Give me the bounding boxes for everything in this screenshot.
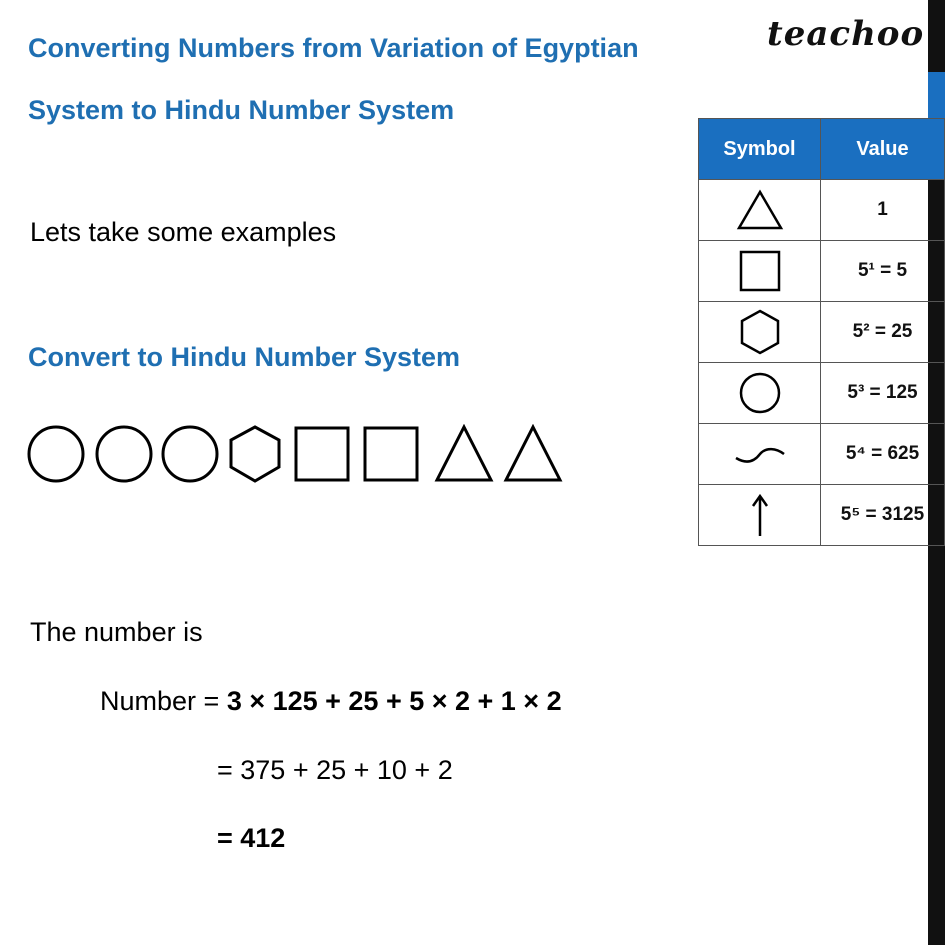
hexagon-icon xyxy=(738,308,782,356)
square-icon xyxy=(296,428,348,480)
value-cell: 5⁵ = 3125 xyxy=(821,485,945,546)
circle-icon xyxy=(737,370,783,416)
equation-line-1 xyxy=(100,686,562,717)
value-cell: 1 xyxy=(821,180,945,241)
symbol-cell xyxy=(699,363,821,424)
symbol-cell xyxy=(699,241,821,302)
value-cell: 5³ = 125 xyxy=(821,363,945,424)
intro-text: Lets take some examples xyxy=(30,217,337,247)
triangle-icon xyxy=(736,189,784,231)
teachoo-logo: teachoo xyxy=(767,14,925,54)
circle-icon xyxy=(97,427,151,481)
circle-icon xyxy=(163,427,217,481)
header-symbol: Symbol xyxy=(699,119,821,180)
equation-label: Number = xyxy=(100,686,227,716)
table-row xyxy=(699,485,945,546)
square-icon xyxy=(738,249,782,293)
title-line-2: System to Hindu Number System xyxy=(28,95,455,125)
triangle-icon xyxy=(437,427,491,480)
equation-line-2: = 375 + 25 + 10 + 2 xyxy=(217,755,453,785)
symbol-cell xyxy=(699,180,821,241)
table-row xyxy=(699,363,945,424)
table-row xyxy=(699,180,945,241)
hexagon-icon xyxy=(231,427,279,481)
circle-icon xyxy=(29,427,83,481)
header-value: Value xyxy=(821,119,945,180)
right-edge-accent xyxy=(928,72,945,122)
symbol-value-table xyxy=(698,118,945,546)
number-is-text: The number is xyxy=(30,617,203,647)
table-header-row xyxy=(699,119,945,180)
value-cell: 5¹ = 5 xyxy=(821,241,945,302)
up-arrow-icon xyxy=(748,492,772,538)
convert-heading: Convert to Hindu Number System xyxy=(28,342,461,372)
value-cell: 5² = 25 xyxy=(821,302,945,363)
title-line-1: Converting Numbers from Variation of Egyptian xyxy=(28,33,639,63)
value-cell: 5⁴ = 625 xyxy=(821,424,945,485)
equation-expression: 3 × 125 + 25 + 5 × 2 + 1 × 2 xyxy=(226,686,562,716)
equation-answer: = 412 xyxy=(217,823,286,853)
symbol-cell xyxy=(699,302,821,363)
triangle-icon xyxy=(506,427,560,480)
square-icon xyxy=(365,428,417,480)
table-row xyxy=(699,241,945,302)
symbol-cell xyxy=(699,424,821,485)
table-row xyxy=(699,424,945,485)
symbol-sequence xyxy=(26,424,566,486)
wave-icon xyxy=(732,442,788,466)
symbol-cell xyxy=(699,485,821,546)
table-row xyxy=(699,302,945,363)
